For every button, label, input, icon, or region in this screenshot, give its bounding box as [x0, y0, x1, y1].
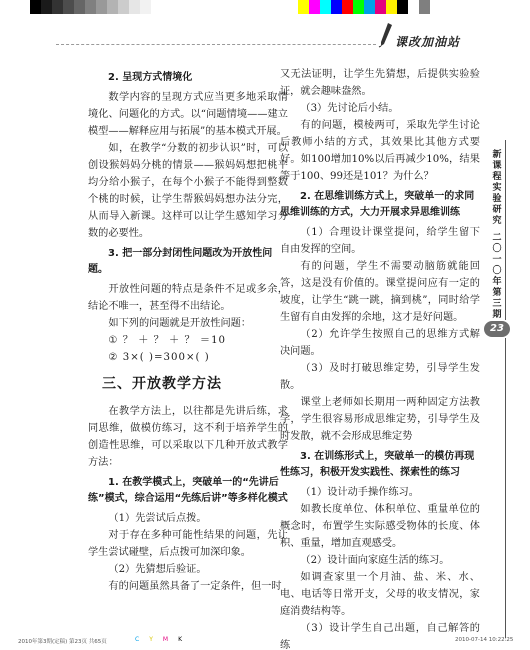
registration-right-swatch	[342, 0, 353, 14]
subheading-presentation: 2. 呈现方式情境化	[108, 72, 193, 83]
journal-year-vertical	[488, 233, 506, 288]
paragraph: 开放性问题的特点是条件不足或多余，结论不唯一，甚至得不出结论。	[88, 284, 288, 312]
footer-right: 2010-07-14 10:22:25	[455, 637, 514, 643]
cmyk-mark: M	[162, 636, 169, 643]
registration-left-swatch	[74, 0, 85, 14]
paragraph: （2）允许学生按照自己的思维方式解决问题。	[280, 329, 480, 357]
example-formula-2: ② 3×( )=300×( )	[108, 352, 210, 363]
registration-left-swatch	[85, 0, 96, 14]
paragraph: 在教学方法上，以往都是先讲后练，求同思维，做模仿练习，这不利于培养学生的创造性思维，可以采取以下几种开放式教学方法：	[88, 406, 288, 468]
cmyk-marks	[135, 636, 192, 643]
registration-bar-right	[298, 0, 430, 14]
journal-name-vertical	[488, 150, 506, 227]
paragraph: 如教长度单位、体积单位、重量单位的概念时，布置学生实际感受物体的长度、体积、重量，增加直观感受。	[280, 504, 480, 549]
paragraph: 课堂上老师如长期用一两种固定方法教学，学生很容易形成思维定势，引导学生及时发散，就不会形成思维定势	[280, 397, 480, 442]
registration-right-swatch	[419, 0, 430, 14]
subheading-practice-forms: 3. 在训练形式上，突破单一的模仿再现性练习，积极开发实践性、探索性的练习	[280, 451, 475, 478]
registration-left-swatch	[129, 0, 140, 14]
journal-issue-char: 期	[492, 310, 502, 320]
registration-right-swatch	[320, 0, 331, 14]
paragraph: （2）设计面向家庭生活的练习。	[300, 555, 450, 566]
subheading-teaching-mode: 1. 在教学模式上，突破单一的“先讲后练”模式，综合运用“先练后讲”等多样化模式	[88, 477, 288, 504]
footer-left: 2010年第3期(定稿) 第23页 共65页	[18, 639, 107, 645]
journal-year-char: 〇	[492, 244, 502, 254]
registration-left-swatch	[30, 0, 41, 14]
paragraph: 有的问题，模棱两可，采取先学生讨论后教师小结的方式，其效果比其他方式要好。如100增加10%以后再减少10%，结果等于100、99还是101？为什么？	[280, 120, 480, 182]
paragraph: （3）设计学生自己出题，自己解答的练	[280, 623, 480, 650]
paragraph: （1）合理设计课堂提问，给学生留下自由发挥的空间。	[280, 227, 480, 255]
page-number-badge: 23	[484, 321, 510, 337]
journal-name-char: 课	[492, 161, 502, 171]
left-column	[88, 66, 288, 595]
journal-issue-char: 三	[492, 299, 502, 309]
paragraph: 如下列的问题就是开放性问题：	[108, 318, 252, 329]
journal-year-char: 一	[492, 255, 502, 265]
pen-icon	[378, 22, 394, 48]
registration-right-swatch	[408, 0, 419, 14]
side-rule-bottom	[505, 338, 506, 638]
journal-name-char: 究	[492, 216, 502, 226]
subheading-open-questions: 3. 把一部分封闭性问题改为开放性问题。	[88, 248, 273, 275]
registration-left-swatch	[151, 0, 162, 14]
paragraph: 有的问题，学生不需要动脑筋就能回答，这是没有价值的。课堂提问应有一定的坡度，让学生“跳一跳，摘到桃”，同时给学生留有自由发挥的余地，这才是好问题。	[280, 261, 480, 323]
registration-right-swatch	[353, 0, 364, 14]
paragraph: （2）先猜想后验证。	[108, 564, 207, 575]
registration-right-swatch	[309, 0, 320, 14]
registration-right-swatch	[298, 0, 309, 14]
registration-right-swatch	[386, 0, 397, 14]
journal-issue-vertical	[488, 288, 506, 321]
paragraph: 数学内容的呈现方式应当更多地采取情境化、问题化的方式。以“问题情境——建立模型——解释应用与拓展”的基本模式开展。	[88, 92, 288, 137]
registration-left-swatch	[96, 0, 107, 14]
journal-name-char: 验	[492, 194, 502, 204]
journal-side-tab	[488, 150, 506, 321]
registration-left-swatch	[118, 0, 129, 14]
cmyk-mark: K	[178, 636, 182, 643]
paragraph: （1）先尝试后点拨。	[108, 513, 207, 524]
paragraph: （3）先讨论后小结。	[300, 103, 399, 114]
subheading-thinking-training: 2. 在思维训练方式上，突破单一的求同思维训练的方式，大力开展求异思维训练	[280, 191, 475, 218]
registration-left-swatch	[41, 0, 52, 14]
paragraph: （1）设计动手操作练习。	[300, 487, 419, 498]
registration-left-swatch	[63, 0, 74, 14]
example-formula-1: ① ？ ＋ ？ ＋ ？ ＝10	[108, 335, 227, 346]
registration-right-swatch	[331, 0, 342, 14]
cmyk-mark: Y	[149, 636, 153, 643]
registration-left-swatch	[107, 0, 118, 14]
registration-right-swatch	[397, 0, 408, 14]
journal-issue-char: 第	[492, 288, 502, 298]
section-heading: 三、开放教学方法	[102, 376, 222, 392]
paragraph: 对于存在多种可能性结果的问题，先让学生尝试碰壁，后点拨可加深印象。	[88, 530, 288, 558]
registration-right-swatch	[364, 0, 375, 14]
registration-bar-left	[30, 0, 162, 14]
paragraph: （3）及时打破思维定势，引导学生发散。	[280, 363, 480, 391]
paragraph: 有的问题虽然具备了一定条件，但一时	[108, 581, 282, 592]
right-column	[280, 66, 480, 650]
journal-name-char: 程	[492, 172, 502, 182]
registration-right-swatch	[375, 0, 386, 14]
cmyk-mark: C	[135, 636, 140, 643]
paragraph: 又无法证明，让学生先猜想，后提供实验验证，就会趣味盎然。	[280, 69, 480, 97]
journal-name-char: 实	[492, 183, 502, 193]
registration-left-swatch	[140, 0, 151, 14]
column-brand-title: 课改加油站	[395, 35, 461, 49]
header-rule	[56, 44, 376, 45]
journal-name-char: 研	[492, 205, 502, 215]
journal-year-char: 年	[492, 277, 502, 287]
paragraph: 如，在教学“分数的初步认识”时，可以创设猴妈妈分桃的情景——猴妈妈想把桃平均分给小猴子，在每个小猴子不能得到整数个桃的时候，让学生帮猴妈妈想办法分完，从而导入新课。这样可以让学生感知学习分数的必要性。	[88, 143, 288, 239]
journal-year-char: 〇	[492, 266, 502, 276]
journal-name-char: 新	[492, 150, 502, 160]
registration-left-swatch	[52, 0, 63, 14]
paragraph: 如调查家里一个月油、盐、米、水、电、电话等日常开支，父母的收支情况，家庭消费结构等。	[280, 572, 480, 617]
journal-year-char: 二	[492, 233, 502, 243]
